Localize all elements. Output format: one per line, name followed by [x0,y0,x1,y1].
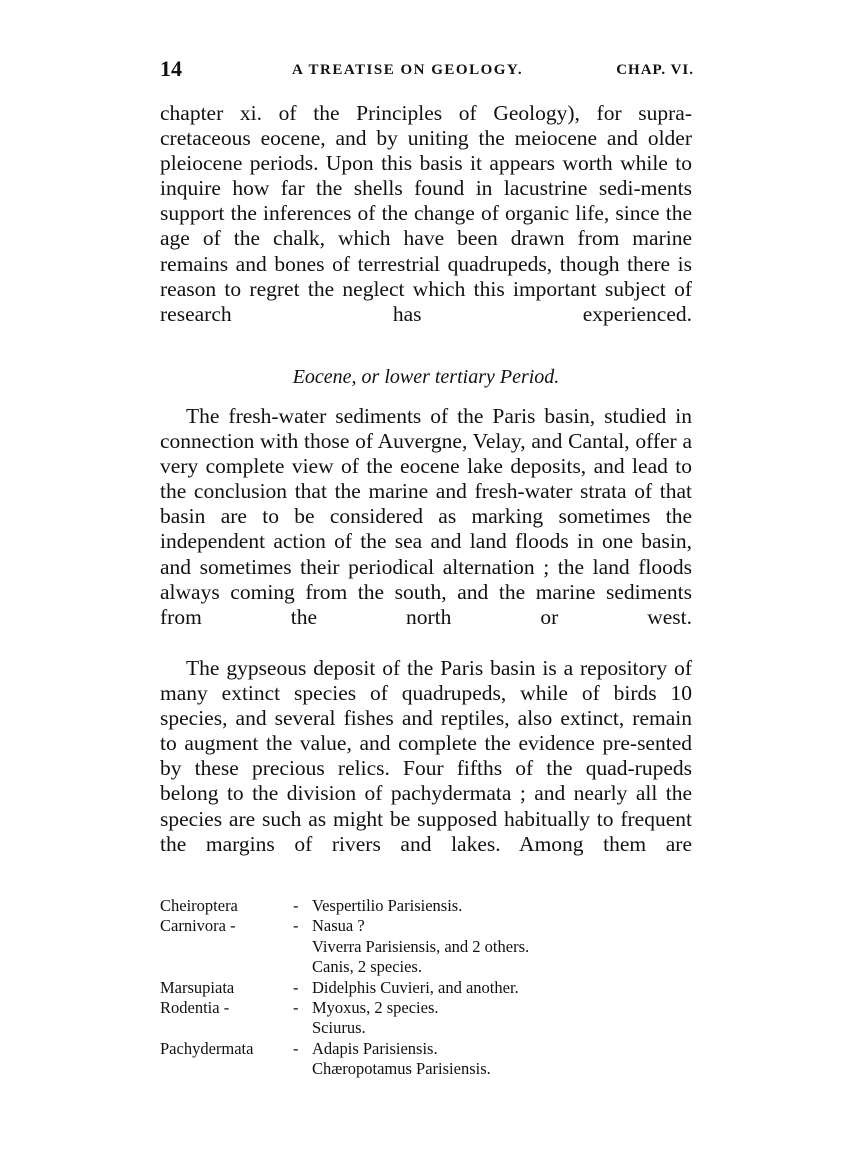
species-dash: - [293,977,299,997]
species-name: Chæropotamus Parisiensis. [312,1059,491,1079]
species-order: Carnivora - [160,916,236,936]
species-row [160,916,692,936]
species-name: Nasua ? [312,916,365,936]
species-order: Cheiroptera [160,896,238,915]
paragraph-paris-basin: The fresh-water sediments of the Paris basin, studied in connection with those of Auvergne, Velay, and Cantal, offer a very complete view of the eocene lake deposits, and lead to the conclusion that the marine and fresh-water strata of that basin are to be considered as marking sometimes the independent action of the sea and land floods in one basin, and sometimes their periodical alternation ; the land floods always coming from the south, and the marine sediments from the north or west. [160,404,692,629]
page-number: 14 [160,56,182,81]
species-order: Rodentia - [160,997,230,1017]
species-name: Sciurus. [312,1018,366,1038]
species-row [160,978,692,998]
species-name: Adapis Parisiensis. [312,1038,438,1058]
species-row [160,937,692,957]
species-dash: - [293,896,299,915]
species-order: Marsupiata [160,977,235,997]
species-name: Myoxus, 2 species. [312,997,439,1017]
species-row [160,1059,692,1079]
species-dash: - [293,1038,299,1058]
species-name: Canis, 2 species. [312,957,422,977]
species-dash: - [293,916,299,936]
species-name: Viverra Parisiensis, and 2 others. [312,936,530,956]
species-row [160,896,692,916]
book-title: A TREATISE ON GEOLOGY. [292,62,524,78]
species-name: Didelphis Cuvieri, and another. [312,977,519,997]
paragraph-continuation: chapter xi. of the Principles of Geology), for supra-cretaceous eocene, and by uniting the meiocene and older pleiocene periods. Upon this basis it appears worth while to inquire how far the shells found in lacustrine sedi-ments support the inferences of the change of organic life, since the age of the chalk, which have been drawn from marine remains and bones of terrestrial quadrupeds, though there is reason to regret the neglect which this important subject of research has experienced. [160,101,692,326]
paragraph-gypseous-deposit: The gypseous deposit of the Paris basin is a repository of many extinct species of quadrupeds, while of birds 10 species, and several fishes and reptiles, also extinct, remain to augment the value, and complete the evidence pre-sented by these precious relics. Four fifths of the quad-rupeds belong to the division of pachydermata ; and nearly all the species are such as might be supposed habitually to frequent the margins of rivers and lakes. Among them are [160,656,692,856]
species-row [160,957,692,977]
species-order: Pachydermata [160,1038,254,1058]
species-row [160,1039,692,1059]
species-name: Vespertilio Parisiensis. [312,896,463,915]
species-list [160,896,692,1080]
running-head [160,56,694,86]
species-row [160,1018,692,1038]
chapter-label: CHAP. VI. [616,62,694,78]
species-dash: - [293,997,299,1017]
species-row [160,998,692,1018]
section-heading: Eocene, or lower tertiary Period. [292,366,560,388]
